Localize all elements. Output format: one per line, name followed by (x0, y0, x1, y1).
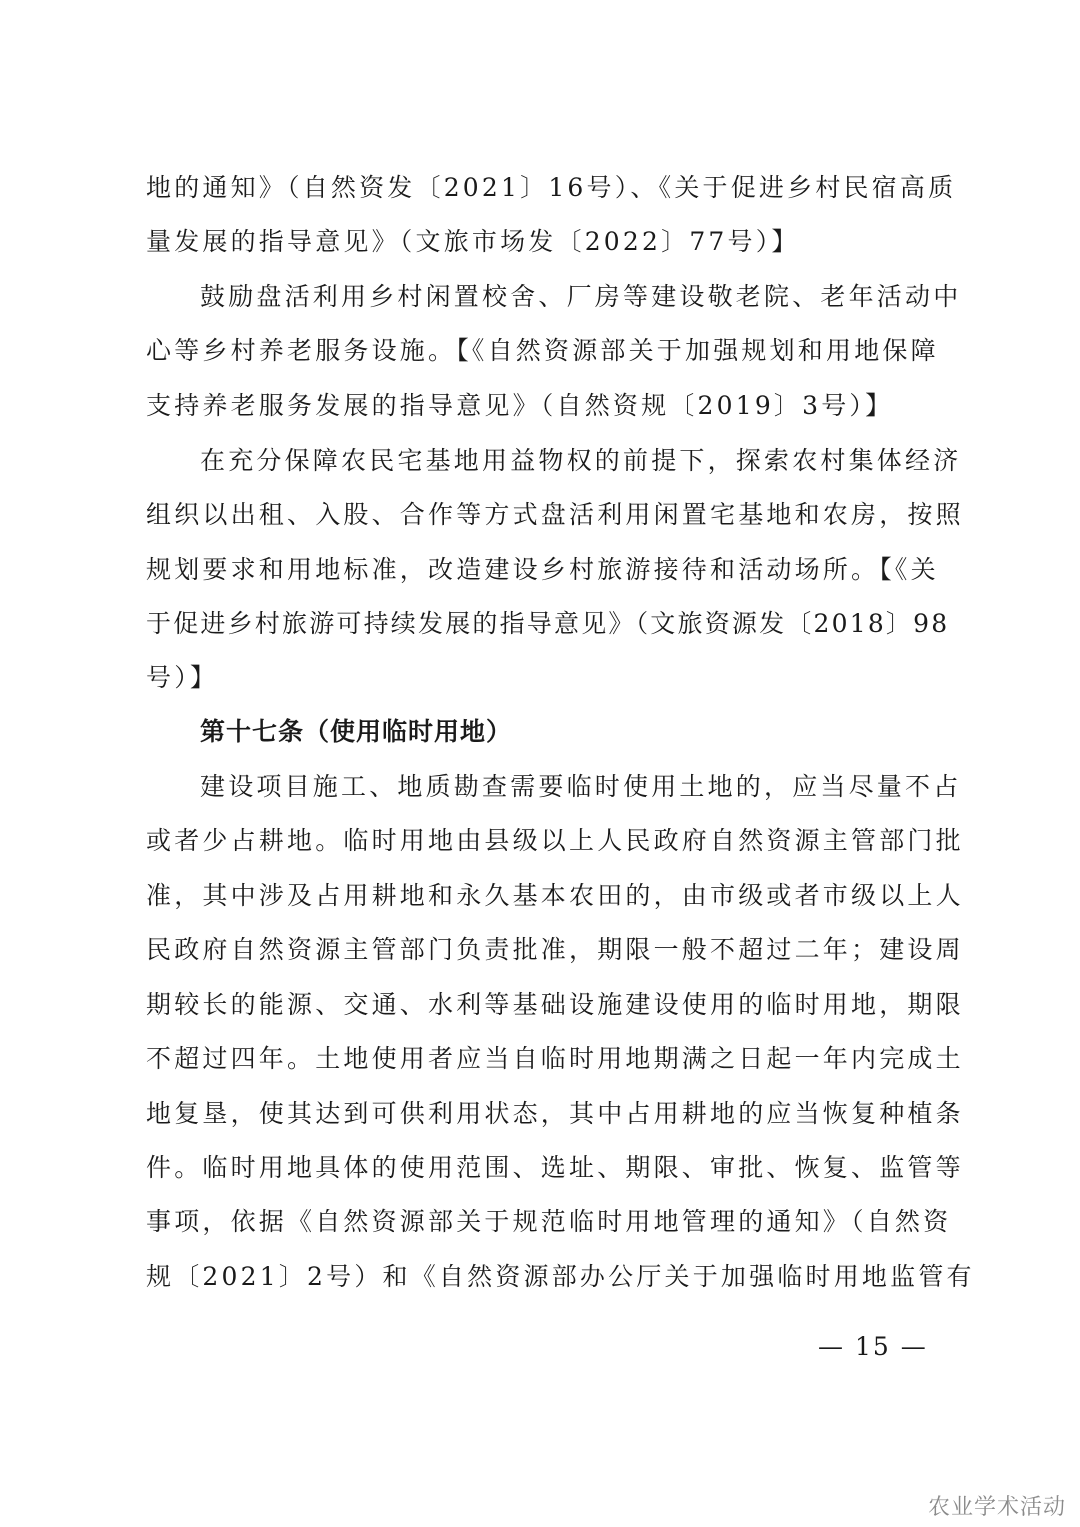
text-line: 规划要求和用地标准，改造建设乡村旅游接待和活动场所。【《关 (146, 555, 939, 584)
text-line: 不超过四年。土地使用者应当自临时用地期满之日起一年内完成土 (146, 1044, 964, 1073)
paragraph-first-line: 鼓励盘活利用乡村闲置校舍、厂房等建设敬老院、老年活动中 (200, 282, 962, 311)
text-line: 件。临时用地具体的使用范围、选址、期限、审批、恢复、监管等 (146, 1153, 964, 1182)
page-number: — 15 — (818, 1332, 928, 1361)
text-line: 民政府自然资源主管部门负责批准，期限一般不超过二年；建设周 (146, 935, 964, 964)
text-line: 号）】 (146, 663, 219, 692)
text-line: 量发展的指导意见》（文旅市场发〔2022〕77号）】 (146, 227, 800, 256)
text-line: 地的通知》（自然资发〔2021〕16号）、《关于促进乡村民宿高质 (146, 173, 957, 202)
text-line: 组织以出租、入股、合作等方式盘活利用闲置宅基地和农房，按照 (146, 500, 964, 529)
text-line: 或者少占耕地。临时用地由县级以上人民政府自然资源主管部门批 (146, 826, 964, 855)
text-line: 于促进乡村旅游可持续发展的指导意见》（文旅资源发〔2018〕98 (146, 609, 950, 638)
text-line: 事项，依据《自然资源部关于规范临时用地管理的通知》（自然资 (146, 1207, 952, 1236)
paragraph-first-line: 在充分保障农民宅基地用益物权的前提下，探索农村集体经济 (200, 446, 962, 475)
watermark: 农业学术活动 (927, 1495, 1066, 1520)
text-line: 支持养老服务发展的指导意见》（自然资规〔2019〕3号）】 (146, 391, 894, 420)
article-heading: 第十七条（使用临时用地） (200, 717, 513, 746)
text-line: 准，其中涉及占用耕地和永久基本农田的，由市级或者市级以上人 (146, 881, 964, 910)
text-line: 规〔2021〕2号）和《自然资源部办公厅关于加强临时用地监管有 (146, 1262, 975, 1291)
text-line: 地复垦，使其达到可供利用状态，其中占用耕地的应当恢复种植条 (146, 1099, 964, 1128)
text-line: 心等乡村养老服务设施。【《自然资源部关于加强规划和用地保障 (146, 336, 939, 365)
text-line: 期较长的能源、交通、水利等基础设施建设使用的临时用地，期限 (146, 990, 964, 1019)
paragraph-first-line: 建设项目施工、地质勘查需要临时使用土地的，应当尽量不占 (200, 772, 962, 801)
